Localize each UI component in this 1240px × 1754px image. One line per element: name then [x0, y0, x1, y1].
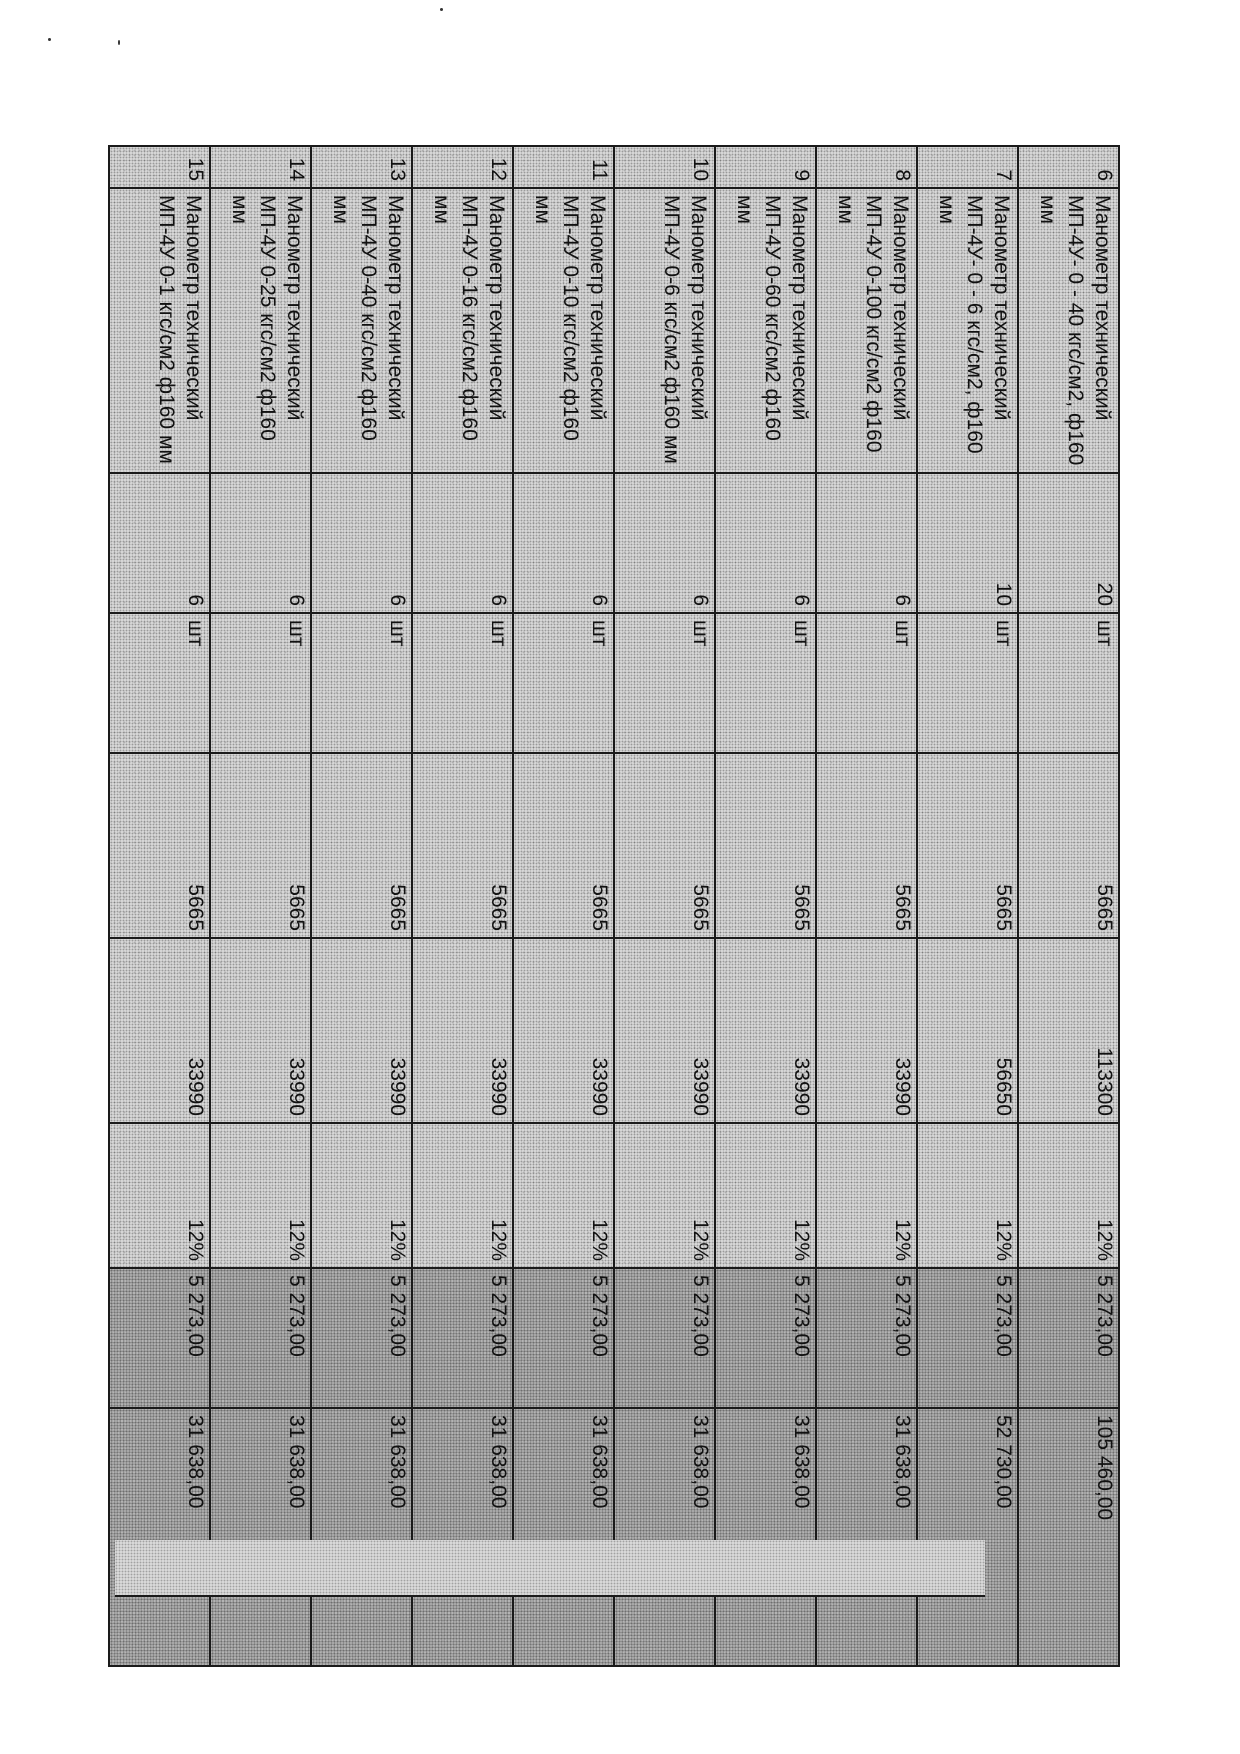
cell-vat-rate: 12% [311, 1123, 412, 1268]
cell-price: 5665 [513, 753, 614, 938]
cell-item-name: Манометр технический МП-4У 0-40 кгс/см2 ф160 мм [311, 188, 412, 473]
cell-sum-net: 31 638,00 [109, 1408, 210, 1666]
cell-row-number: 10 [614, 146, 715, 188]
cell-item-name: Манометр технический МП-4У 0-10 кгс/см2 ф160 мм [513, 188, 614, 473]
cell-vat-rate: 12% [513, 1123, 614, 1268]
cell-price: 5665 [311, 753, 412, 938]
table-row [412, 146, 513, 1666]
cell-quantity: 6 [816, 473, 917, 613]
cell-quantity: 10 [917, 473, 1018, 613]
cell-price-net: 5 273,00 [311, 1268, 412, 1408]
cell-row-number: 6 [1018, 146, 1119, 188]
cell-vat-rate: 12% [412, 1123, 513, 1268]
cell-price: 5665 [816, 753, 917, 938]
table-row [311, 146, 412, 1666]
cell-row-number: 7 [917, 146, 1018, 188]
cell-price: 5665 [1018, 753, 1119, 938]
cell-quantity: 20 [1018, 473, 1119, 613]
cell-item-name: Манометр технический МП-4У 0-1 кгс/см2 ф160 мм [109, 188, 210, 473]
cell-sum-net: 31 638,00 [412, 1408, 513, 1666]
cell-unit: шт [109, 613, 210, 753]
cell-row-number: 15 [109, 146, 210, 188]
cell-price-net: 5 273,00 [614, 1268, 715, 1408]
cell-sum-net: 105 460,00 [1018, 1408, 1119, 1666]
cell-item-name: Манометр технический МП-4У 0-25 кгс/см2 ф160 мм [210, 188, 311, 473]
cell-price-net: 5 273,00 [715, 1268, 816, 1408]
cell-price-net: 5 273,00 [412, 1268, 513, 1408]
cell-sum: 33990 [210, 938, 311, 1123]
cell-sum: 56650 [917, 938, 1018, 1123]
cell-quantity: 6 [412, 473, 513, 613]
cell-sum-net: 31 638,00 [816, 1408, 917, 1666]
cell-sum-net: 31 638,00 [210, 1408, 311, 1666]
cell-price-net: 5 273,00 [816, 1268, 917, 1408]
cell-quantity: 6 [715, 473, 816, 613]
cell-vat-rate: 12% [210, 1123, 311, 1268]
cell-sum: 33990 [614, 938, 715, 1123]
cell-price: 5665 [210, 753, 311, 938]
cell-item-name: Манометр технический МП-4У 0-100 кгс/см2 ф160 мм [816, 188, 917, 473]
cell-quantity: 6 [311, 473, 412, 613]
cell-item-name: Манометр технический МП-4У 0-16 кгс/см2 ф160 мм [412, 188, 513, 473]
cell-unit: шт [917, 613, 1018, 753]
cell-unit: шт [816, 613, 917, 753]
cell-price: 5665 [715, 753, 816, 938]
cell-unit: шт [210, 613, 311, 753]
cell-unit: шт [412, 613, 513, 753]
cell-unit: шт [1018, 613, 1119, 753]
cell-vat-rate: 12% [109, 1123, 210, 1268]
table-row [1018, 146, 1119, 1666]
table-row [816, 146, 917, 1666]
specification-table [108, 145, 1120, 1667]
table-row [715, 146, 816, 1666]
table-row [109, 146, 210, 1666]
cell-item-name: Манометр технический МП-4У- 0 - 40 кгс/см2, ф160 мм [1018, 188, 1119, 473]
cell-vat-rate: 12% [614, 1123, 715, 1268]
cell-sum: 33990 [109, 938, 210, 1123]
cell-sum: 33990 [816, 938, 917, 1123]
cell-unit: шт [513, 613, 614, 753]
cell-unit: шт [311, 613, 412, 753]
rotated-scan-page [130, 145, 1120, 1625]
cell-quantity: 6 [109, 473, 210, 613]
cell-sum: 33990 [513, 938, 614, 1123]
cell-price-net: 5 273,00 [109, 1268, 210, 1408]
cell-sum-net: 31 638,00 [614, 1408, 715, 1666]
cell-quantity: 6 [513, 473, 614, 613]
cell-price-net: 5 273,00 [917, 1268, 1018, 1408]
cell-sum-net: 31 638,00 [513, 1408, 614, 1666]
cell-item-name: Манометр технический МП-4У- 0 - 6 кгс/см2, ф160 мм [917, 188, 1018, 473]
cell-vat-rate: 12% [1018, 1123, 1119, 1268]
cell-row-number: 9 [715, 146, 816, 188]
cell-row-number: 11 [513, 146, 614, 188]
cell-sum-net: 52 730,00 [917, 1408, 1018, 1666]
cell-vat-rate: 12% [816, 1123, 917, 1268]
scan-speck [118, 40, 120, 45]
cell-sum-net: 31 638,00 [311, 1408, 412, 1666]
scan-bottom-strip [115, 1540, 985, 1597]
cell-row-number: 14 [210, 146, 311, 188]
cell-vat-rate: 12% [715, 1123, 816, 1268]
cell-sum: 33990 [412, 938, 513, 1123]
scan-speck [440, 8, 443, 11]
cell-row-number: 13 [311, 146, 412, 188]
cell-sum-net: 31 638,00 [715, 1408, 816, 1666]
scan-speck [48, 38, 51, 41]
cell-unit: шт [715, 613, 816, 753]
cell-sum: 33990 [311, 938, 412, 1123]
cell-price: 5665 [614, 753, 715, 938]
cell-price: 5665 [109, 753, 210, 938]
table-row [210, 146, 311, 1666]
cell-vat-rate: 12% [917, 1123, 1018, 1268]
cell-price-net: 5 273,00 [1018, 1268, 1119, 1408]
table-row [614, 146, 715, 1666]
table-row [917, 146, 1018, 1666]
cell-item-name: Манометр технический МП-4У 0-60 кгс/см2 ф160 мм [715, 188, 816, 473]
cell-price-net: 5 273,00 [513, 1268, 614, 1408]
table-body [109, 146, 1119, 1666]
cell-sum: 113300 [1018, 938, 1119, 1123]
cell-price: 5665 [412, 753, 513, 938]
cell-row-number: 12 [412, 146, 513, 188]
cell-quantity: 6 [210, 473, 311, 613]
table-row [513, 146, 614, 1666]
cell-sum: 33990 [715, 938, 816, 1123]
cell-unit: шт [614, 613, 715, 753]
cell-item-name: Манометр технический МП-4У 0-6 кгс/см2 ф160 мм [614, 188, 715, 473]
cell-price-net: 5 273,00 [210, 1268, 311, 1408]
cell-quantity: 6 [614, 473, 715, 613]
cell-row-number: 8 [816, 146, 917, 188]
cell-price: 5665 [917, 753, 1018, 938]
